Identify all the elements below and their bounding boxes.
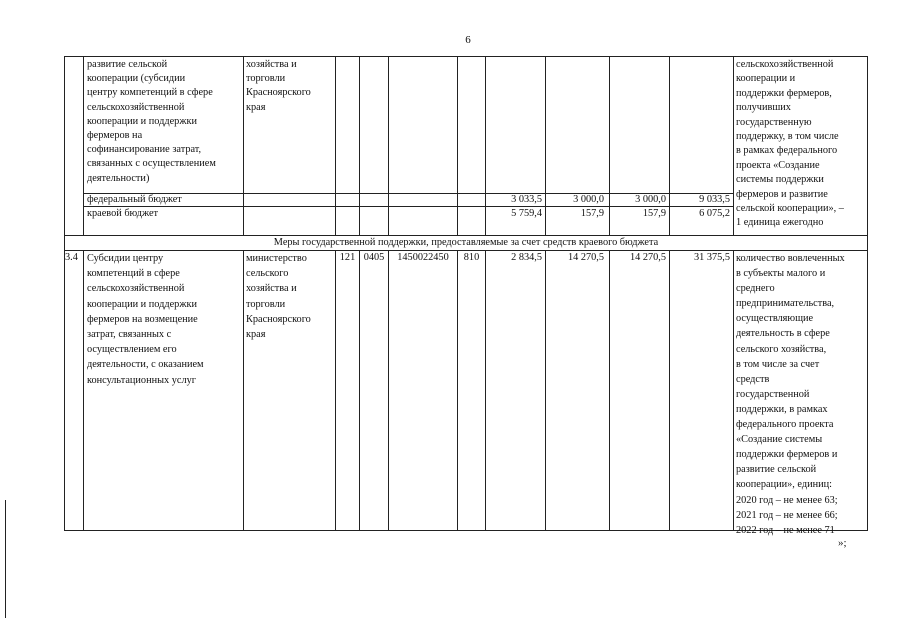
expected-result-continued: сельскохозяйственной кооперации и поддержки фермеров, получивших государственную поддержку, в том числе в рамках федерального проекта «Создание системы поддержки фермеров и развитие сельской кооперации», – 1 единица ежегодно — [736, 59, 844, 229]
value-total: 31 375,5 — [693, 252, 730, 263]
rzpr-code: 0405 — [363, 252, 385, 263]
value-year2: 14 270,5 — [567, 252, 604, 263]
measure-name: Субсидии центру компетенций в сфере сельскохозяйственной кооперации и поддержки фермеров на возмещение затрат, связанных с осуществлением его деятельности, с оказанием консультационных услуг — [87, 253, 204, 386]
col-border — [388, 250, 389, 531]
col-border — [335, 56, 336, 236]
value-year3: 14 270,5 — [629, 252, 666, 263]
col-border — [64, 56, 65, 236]
col-border — [83, 56, 84, 236]
col-border — [733, 56, 734, 236]
closing-quote-mark: »; — [838, 537, 847, 549]
regional-value-year3: 157,9 — [642, 208, 666, 219]
col-border — [359, 56, 360, 236]
regional-value-total: 6 075,2 — [699, 208, 730, 219]
page-number: 6 — [465, 34, 471, 46]
margin-rule — [5, 500, 6, 618]
executor: министерство сельского хозяйства и торговли Красноярского края — [246, 253, 311, 341]
section-header: Меры государственной поддержки, предоставляемые за счет средств краевого бюджета — [273, 237, 659, 248]
col-border — [83, 250, 84, 531]
col-border — [243, 56, 244, 236]
col-border — [485, 250, 486, 531]
col-border — [609, 250, 610, 531]
federal-value-year2: 3 000,0 — [573, 194, 604, 205]
col-border — [359, 250, 360, 531]
value-year1: 2 834,5 — [511, 252, 542, 263]
federal-value-total: 9 033,5 — [699, 194, 730, 205]
col-border — [733, 250, 734, 531]
table-top-border — [64, 56, 867, 57]
col-border — [335, 250, 336, 531]
col-border — [867, 56, 868, 236]
executor-continued: хозяйства и торговли Красноярского края — [246, 59, 311, 113]
measure-name-continued: развитие сельской кооперации (субсидии центру компетенций в сфере сельскохозяйственной кооперации и поддержки фермеров на софинансирование затрат, связанных с осуществлением деятельности) — [87, 59, 216, 184]
grbs-code: 121 — [339, 252, 356, 263]
col-border — [457, 250, 458, 531]
federal-value-year1: 3 033,5 — [511, 194, 542, 205]
expected-result: количество вовлеченных в субъекты малого и среднего предпринимательства, осуществляющие деятельность в сфере сельского хозяйства, в том числе за счет средств государственной поддержки, в рамках федерального проекта «Создание системы поддержки фермеров и развитие сельской кооперации», единиц: 2020 год – не менее 63; 2021 год – не менее 66; 2022 год – не менее 71 — [736, 253, 845, 536]
col-border — [669, 250, 670, 531]
regional-value-year2: 157,9 — [580, 208, 604, 219]
regional-budget-label: краевой бюджет — [87, 208, 159, 219]
federal-value-year3: 3 000,0 — [635, 194, 666, 205]
col-border — [64, 250, 65, 531]
col-border — [388, 56, 389, 236]
col-border — [867, 250, 868, 531]
col-border — [243, 250, 244, 531]
row-number: 3.4 — [65, 252, 78, 263]
col-border — [545, 250, 546, 531]
col-border — [867, 235, 868, 251]
federal-budget-label: федеральный бюджет — [87, 194, 182, 205]
vr-code: 810 — [463, 252, 480, 263]
csr-code: 1450022450 — [397, 252, 449, 263]
col-border — [457, 56, 458, 236]
regional-value-year1: 5 759,4 — [511, 208, 542, 219]
